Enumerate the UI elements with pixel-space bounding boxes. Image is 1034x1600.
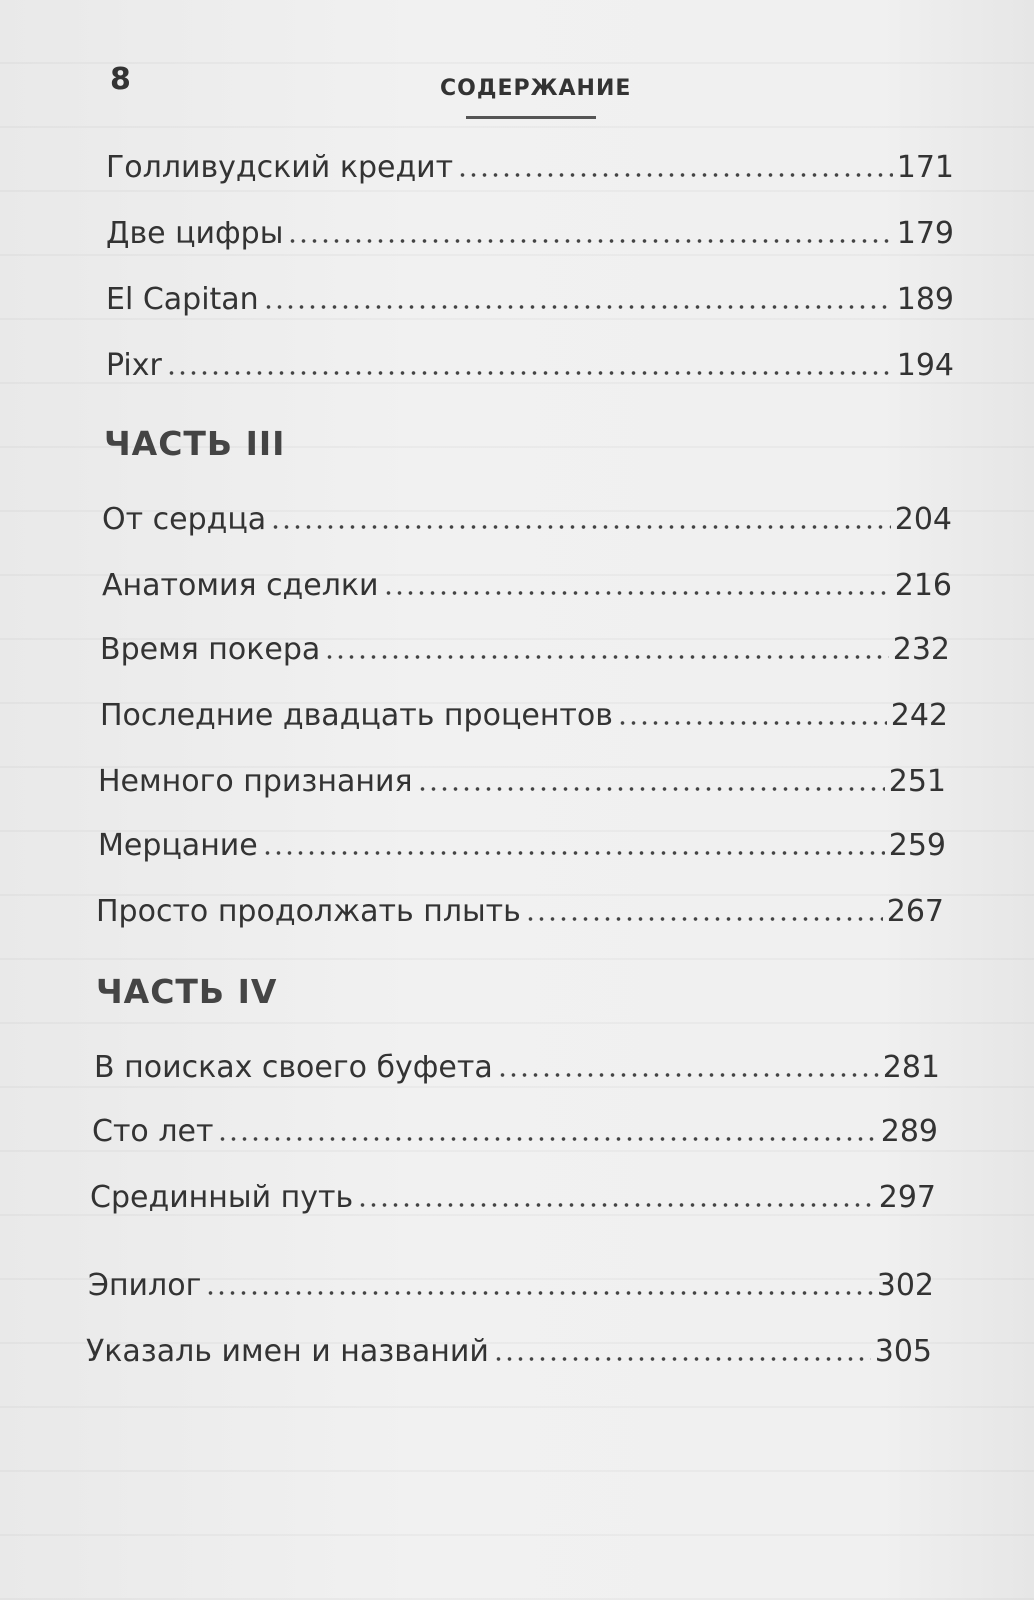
toc-entry-page: 171 xyxy=(896,150,954,185)
toc-entry-title: El Capitan xyxy=(106,282,259,317)
toc-entry-title: Две цифры xyxy=(106,216,284,251)
toc-entry[interactable] xyxy=(106,148,954,188)
toc-entry[interactable] xyxy=(102,566,952,606)
toc-entry-title: Указаль имен и названий xyxy=(86,1334,489,1369)
toc-entry-page: 305 xyxy=(874,1334,932,1369)
toc-entry-title: Голливудский кредит xyxy=(106,150,454,185)
toc-entry[interactable] xyxy=(106,214,954,254)
toc-entry-page: 194 xyxy=(896,348,954,383)
page-number: 8 xyxy=(110,62,131,97)
toc-entry-page: 232 xyxy=(892,632,950,667)
toc-entry-title: Мерцание xyxy=(98,828,258,863)
toc-entry-title: Просто продолжать плыть xyxy=(96,894,521,929)
toc-entry-page: 259 xyxy=(888,828,946,863)
toc-entry-page: 297 xyxy=(878,1180,936,1215)
toc-entry-page: 242 xyxy=(890,698,948,733)
toc-entry-page: 189 xyxy=(896,282,954,317)
toc-entry[interactable] xyxy=(94,1048,940,1088)
dot-leader xyxy=(205,1290,872,1296)
dot-leader xyxy=(417,786,885,792)
toc-entry-title: Эпилог xyxy=(88,1268,202,1303)
dot-leader xyxy=(287,238,892,244)
toc-entry-title: В поисках своего буфета xyxy=(94,1050,493,1085)
toc-entry[interactable] xyxy=(96,892,944,932)
dot-leader xyxy=(270,524,891,530)
toc-entry[interactable] xyxy=(100,630,950,670)
dot-leader xyxy=(497,1072,879,1078)
toc-entry-page: 179 xyxy=(896,216,954,251)
toc-entry[interactable] xyxy=(100,696,948,736)
dot-leader xyxy=(324,654,888,660)
part-heading: ЧАСТЬ III xyxy=(104,424,286,463)
dot-leader xyxy=(617,720,887,726)
toc-entry[interactable] xyxy=(98,762,946,802)
toc-entry-title: Время покера xyxy=(100,632,321,667)
dot-leader xyxy=(262,850,885,856)
toc-entry-title: Анатомия сделки xyxy=(102,568,379,603)
dot-leader xyxy=(263,304,893,310)
toc-entry[interactable] xyxy=(106,346,954,386)
toc-entry-title: Немного признания xyxy=(98,764,413,799)
toc-entry[interactable] xyxy=(90,1178,936,1218)
toc-entry-page: 251 xyxy=(888,764,946,799)
toc-entry-page: 216 xyxy=(894,568,952,603)
toc-entry-title: Срединный путь xyxy=(90,1180,354,1215)
toc-entry-page: 204 xyxy=(894,502,952,537)
dot-leader xyxy=(383,590,891,596)
toc-entry-title: От сердца xyxy=(102,502,267,537)
toc-entry[interactable] xyxy=(88,1266,934,1306)
running-head: СОДЕРЖАНИЕ xyxy=(440,76,632,101)
toc-entry-title: Последние двадцать процентов xyxy=(100,698,613,733)
dot-leader xyxy=(166,370,893,376)
dot-leader xyxy=(525,916,883,922)
dot-leader xyxy=(357,1202,875,1208)
toc-entry[interactable] xyxy=(102,500,952,540)
toc-entry-title: Сто лет xyxy=(92,1114,214,1149)
toc-entry-page: 302 xyxy=(876,1268,934,1303)
toc-entry[interactable] xyxy=(106,280,954,320)
dot-leader xyxy=(493,1356,871,1362)
dot-leader xyxy=(217,1136,876,1142)
toc-entry-page: 281 xyxy=(882,1050,940,1085)
running-head-underline xyxy=(466,116,596,119)
dot-leader xyxy=(457,172,893,178)
toc-entry[interactable] xyxy=(86,1332,932,1372)
toc-entry-title: Pixr xyxy=(106,348,162,383)
toc-entry-page: 267 xyxy=(886,894,944,929)
part-heading: ЧАСТЬ IV xyxy=(96,972,278,1011)
toc-entry-page: 289 xyxy=(880,1114,938,1149)
toc-entry[interactable] xyxy=(92,1112,938,1152)
toc-entry[interactable] xyxy=(98,826,946,866)
